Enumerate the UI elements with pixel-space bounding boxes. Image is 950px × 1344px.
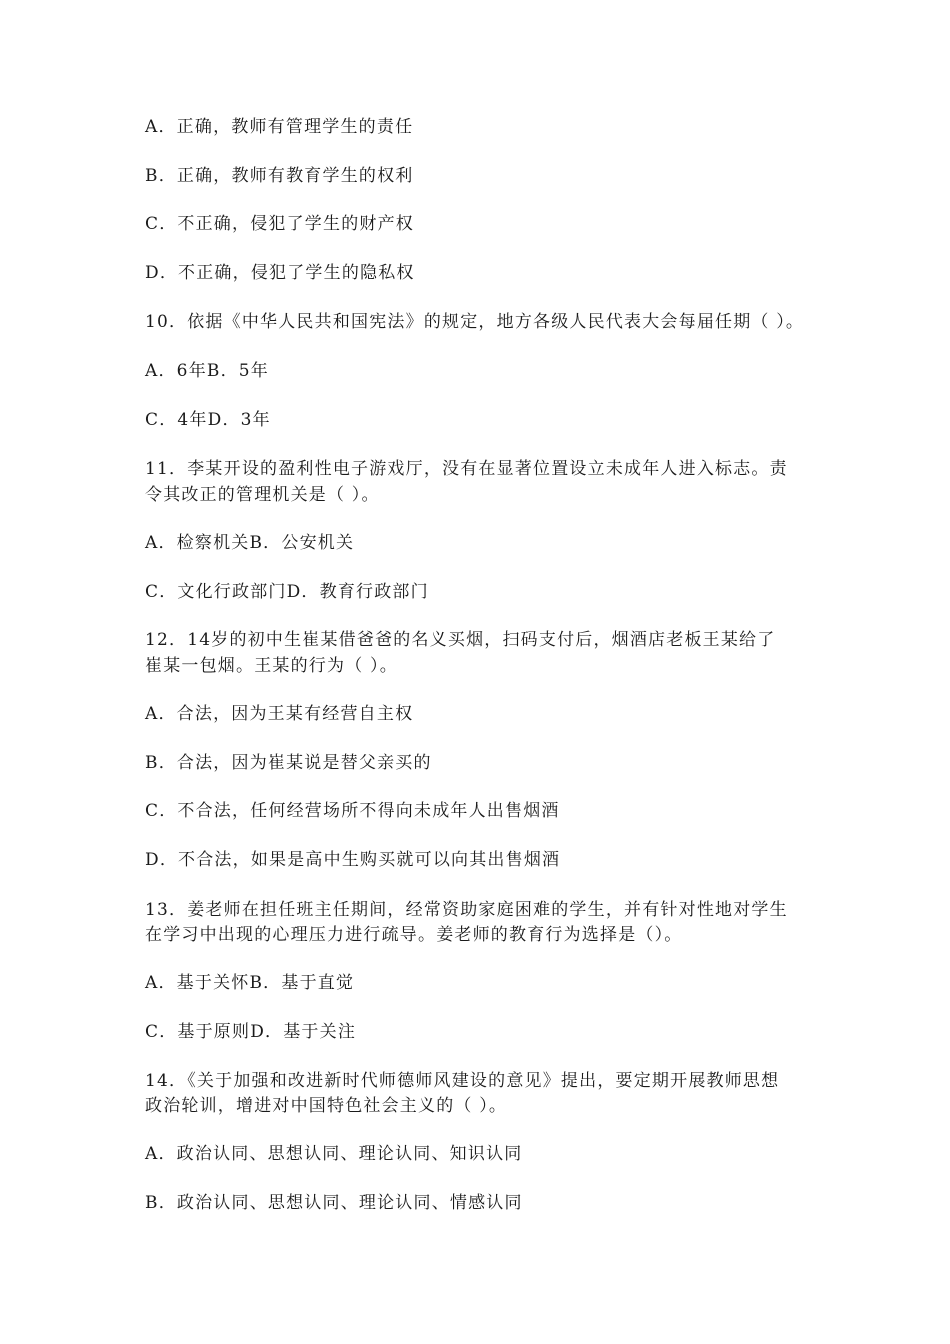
option-line: A．正确，教师有管理学生的责任 bbox=[145, 117, 414, 137]
option-line: D．不合法，如果是高中生购买就可以向其出售烟酒 bbox=[145, 850, 561, 870]
option-line: A．合法，因为王某有经营自主权 bbox=[145, 704, 414, 724]
option-line: A．检察机关B．公安机关 bbox=[145, 533, 355, 553]
question-10: 10．依据《中华人民共和国宪法》的规定，地方各级人民代表大会每届任期（ ）。 bbox=[145, 312, 805, 332]
option-line: C．文化行政部门D．教育行政部门 bbox=[145, 582, 429, 602]
option-line: C．基于原则D．基于关注 bbox=[145, 1022, 357, 1042]
question-14: 14．《关于加强和改进新时代师德师风建设的意见》提出，要定期开展教师思想 bbox=[145, 1071, 780, 1091]
question-12: 12．14岁的初中生崔某借爸爸的名义买烟，扫码支付后，烟酒店老板王某给了 bbox=[145, 630, 776, 650]
question-13-cont: 在学习中出现的心理压力进行疏导。姜老师的教育行为选择是（）。 bbox=[145, 925, 683, 945]
question-11: 11．李某开设的盈利性电子游戏厅，没有在显著位置设立未成年人进入标志。责 bbox=[145, 459, 788, 479]
option-line: C．不正确，侵犯了学生的财产权 bbox=[145, 214, 415, 234]
question-14-cont: 政治轮训，增进对中国特色社会主义的（ ）。 bbox=[145, 1096, 508, 1116]
question-13: 13．姜老师在担任班主任期间，经常资助家庭困难的学生，并有针对性地对学生 bbox=[145, 900, 788, 920]
option-line: A．基于关怀B．基于直觉 bbox=[145, 973, 355, 993]
option-line: B．政治认同、思想认同、理论认同、情感认同 bbox=[145, 1193, 523, 1213]
question-11-cont: 令其改正的管理机关是（ ）。 bbox=[145, 485, 380, 505]
option-line: A．政治认同、思想认同、理论认同、知识认同 bbox=[145, 1144, 523, 1164]
question-12-cont: 崔某一包烟。王某的行为（ ）。 bbox=[145, 656, 398, 676]
option-line: A．6年B．5年 bbox=[145, 361, 270, 381]
option-line: C．不合法，任何经营场所不得向未成年人出售烟酒 bbox=[145, 801, 560, 821]
option-line: D．不正确，侵犯了学生的隐私权 bbox=[145, 263, 415, 283]
option-line: C．4年D．3年 bbox=[145, 410, 271, 430]
option-line: B．合法，因为崔某说是替父亲买的 bbox=[145, 753, 432, 773]
option-line: B．正确，教师有教育学生的权利 bbox=[145, 166, 414, 186]
